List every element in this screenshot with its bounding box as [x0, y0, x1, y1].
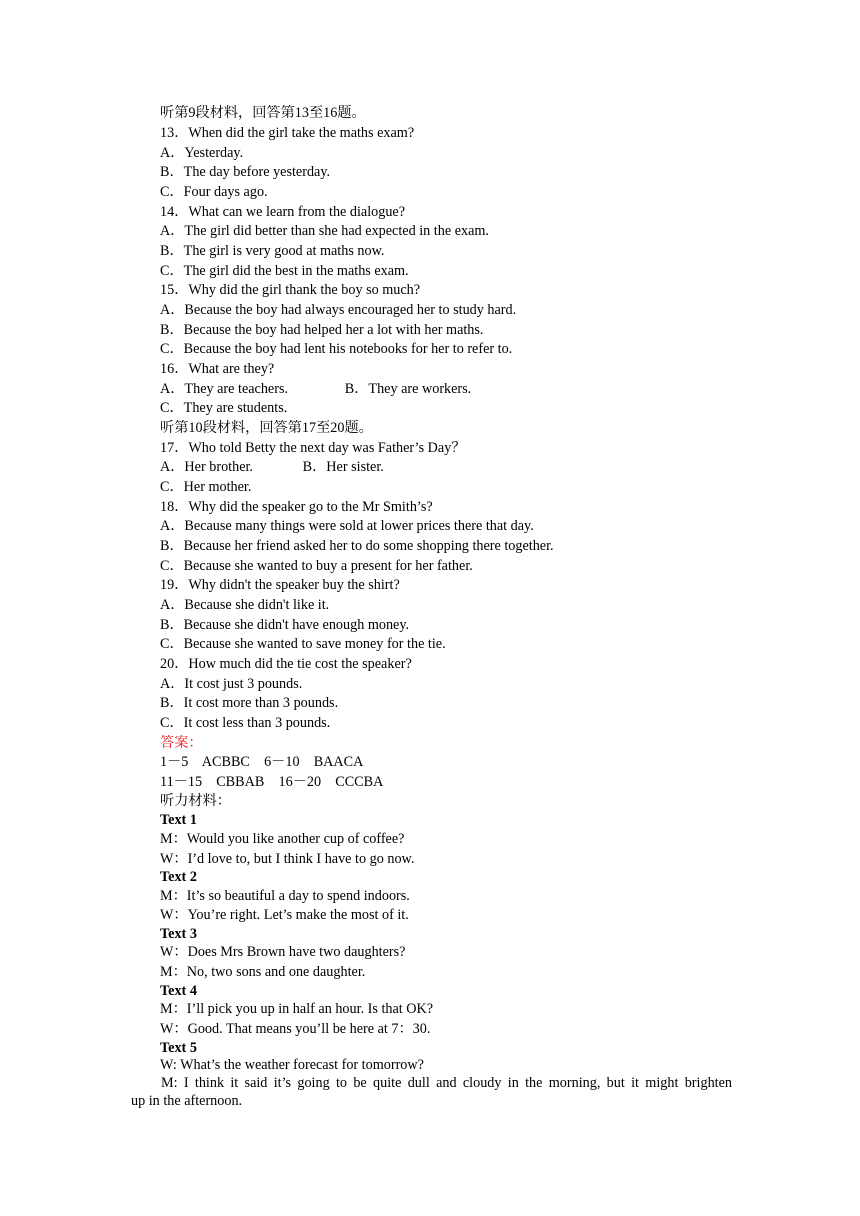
transcript-heading: 听力材料：	[160, 793, 231, 809]
option-13b: B．The day before yesterday.	[160, 164, 331, 180]
option-17c: C．Her mother.	[160, 479, 252, 495]
text-2-line-2: W：You’re right. Let’s make the most of it.	[160, 907, 409, 923]
answers-line-2: 11－15 CBBAB 16－20 CCCBA	[160, 774, 384, 790]
text-5-paragraph-line-2: up in the afternoon.	[131, 1093, 243, 1109]
option-13c: C．Four days ago.	[160, 184, 268, 200]
text-4-title: Text 4	[160, 983, 197, 999]
option-16c: C．They are students.	[160, 400, 288, 416]
answers-heading: 答案：	[160, 735, 203, 751]
section-heading-9: 听第9段材料，回答第13至16题。	[160, 105, 366, 121]
option-19b: B．Because she didn't have enough money.	[160, 617, 410, 633]
text-4-line-2: W：Good. That means you’ll be here at 7：30.	[160, 1021, 431, 1037]
option-17ab: A．Her brother. B．Her sister.	[160, 459, 384, 475]
option-14b: B．The girl is very good at maths now.	[160, 243, 385, 259]
question-14: 14．What can we learn from the dialogue?	[160, 204, 406, 220]
text-3-line-1: W：Does Mrs Brown have two daughters?	[160, 944, 406, 960]
option-14c: C．The girl did the best in the maths exam.	[160, 263, 409, 279]
option-18c: C．Because she wanted to buy a present for her father.	[160, 558, 473, 574]
text-3-title: Text 3	[160, 926, 197, 942]
option-20c: C．It cost less than 3 pounds.	[160, 715, 331, 731]
option-14a: A．The girl did better than she had expected in the exam.	[160, 223, 489, 239]
text-4-line-1: M：I’ll pick you up in half an hour. Is that OK?	[160, 1001, 434, 1017]
text-5-paragraph-line-1: M: I think it said it’s going to be quite dull and cloudy in the morning, but it might brighten	[161, 1075, 732, 1091]
question-13: 13．When did the girl take the maths exam?	[160, 125, 415, 141]
text-1-line-2: W：I’d love to, but I think I have to go now.	[160, 851, 415, 867]
option-15c: C．Because the boy had lent his notebooks for her to refer to.	[160, 341, 513, 357]
option-20b: B．It cost more than 3 pounds.	[160, 695, 339, 711]
question-17: 17．Who told Betty the next day was Father’s Day？	[160, 440, 466, 456]
option-20a: A．It cost just 3 pounds.	[160, 676, 303, 692]
text-1-line-1: M：Would you like another cup of coffee?	[160, 831, 405, 847]
option-13a: A．Yesterday.	[160, 145, 244, 161]
text-2-line-1: M：It’s so beautiful a day to spend indoors.	[160, 888, 410, 904]
question-18: 18．Why did the speaker go to the Mr Smith’s?	[160, 499, 433, 515]
text-2-title: Text 2	[160, 869, 197, 885]
text-3-line-2: M：No, two sons and one daughter.	[160, 964, 366, 980]
section-heading-10: 听第10段材料，回答第17至20题。	[160, 420, 373, 436]
option-18a: A．Because many things were sold at lower prices there that day.	[160, 518, 534, 534]
option-16ab: A．They are teachers. B．They are workers.	[160, 381, 472, 397]
text-1-title: Text 1	[160, 812, 197, 828]
text-5-title: Text 5	[160, 1040, 197, 1056]
question-20: 20．How much did the tie cost the speaker?	[160, 656, 412, 672]
option-15b: B．Because the boy had helped her a lot with her maths.	[160, 322, 484, 338]
option-15a: A．Because the boy had always encouraged her to study hard.	[160, 302, 517, 318]
question-15: 15．Why did the girl thank the boy so much?	[160, 282, 421, 298]
option-19a: A．Because she didn't like it.	[160, 597, 330, 613]
question-19: 19．Why didn't the speaker buy the shirt?	[160, 577, 400, 593]
text-5-line-1: W: What’s the weather forecast for tomorrow?	[160, 1057, 424, 1073]
question-16: 16．What are they?	[160, 361, 275, 377]
option-18b: B．Because her friend asked her to do some shopping there together.	[160, 538, 554, 554]
option-19c: C．Because she wanted to save money for the tie.	[160, 636, 446, 652]
answers-line-1: 1－5 ACBBC 6－10 BAACA	[160, 754, 364, 770]
